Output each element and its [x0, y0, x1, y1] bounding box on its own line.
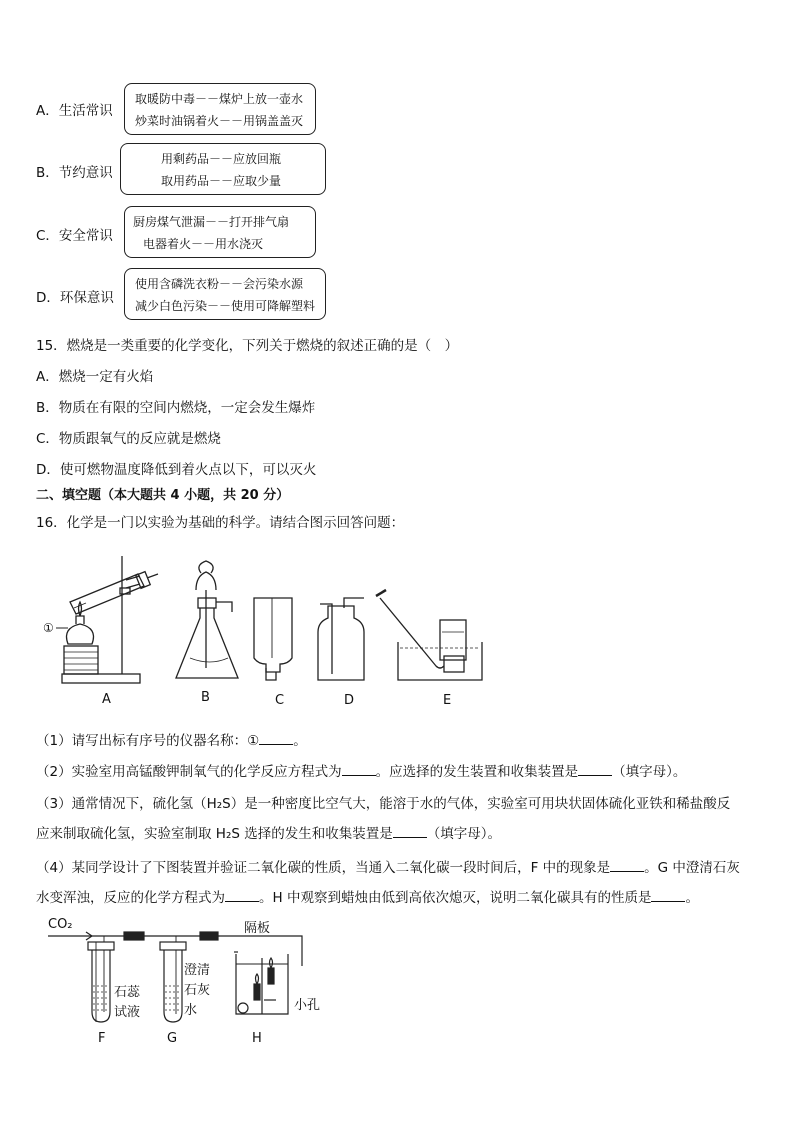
- q16-part-2: [36, 760, 686, 780]
- q16-part-4-text-b: 。G 中澄清石灰: [644, 860, 740, 876]
- q16-part-2-text-a: （2）实验室用高锰酸钾制氧气的化学反应方程式为: [36, 764, 342, 780]
- label-e: E: [443, 693, 452, 708]
- answer-blank[interactable]: [578, 763, 612, 776]
- option-b-line-1: 用剩药品－－应放回瓶: [161, 152, 282, 166]
- test-tube-f: [88, 936, 114, 1022]
- beaker-h: [234, 952, 288, 1014]
- label-d: D: [344, 693, 355, 708]
- option-a-line-2: 炒菜时油锅着火－－用锅盖盖灭: [135, 114, 304, 128]
- q16-part-4-text-d: 。H 中观察到蜡烛由低到高依次熄灭，说明二氧化碳具有的性质是: [259, 890, 652, 906]
- label-c: C: [275, 693, 285, 708]
- option-d-line-2: 减少白色污染－－使用可降解塑料: [135, 299, 316, 313]
- apparatus-b: [176, 561, 238, 678]
- label-a: A: [102, 692, 111, 707]
- option-c-line-2: 电器着火－－用水浇灭: [143, 237, 264, 251]
- option-b-line-2: 取用药品－－应取少量: [161, 174, 282, 188]
- q16-part-4-text-a: （4）某同学设计了下图装置并验证二氧化碳的性质，当通入二氧化碳一段时间后，F 中的现象是: [36, 860, 611, 876]
- option-d-box: [124, 268, 326, 320]
- q16-part-4-line-2: [36, 886, 699, 906]
- apparatus-a: [62, 556, 158, 683]
- apparatus-figure: [40, 548, 510, 713]
- q16-part-4-text-e: 。: [685, 890, 699, 906]
- option-d-line-1: 使用含磷洗衣粉－－会污染水源: [135, 277, 304, 291]
- q16-part-2-text-c: （填字母）。: [612, 764, 687, 780]
- label-b: B: [201, 690, 210, 705]
- q16-part-3-text-b: （填字母）。: [426, 826, 501, 842]
- q16-part-3-line-2: [36, 822, 501, 842]
- option-a-box: [124, 83, 316, 135]
- question-15-option-b: B．物质在有限的空间内燃烧，一定会发生爆炸: [36, 400, 316, 416]
- q16-part-4-line-1: [36, 856, 740, 876]
- option-a-label: A．生活常识: [36, 103, 113, 119]
- question-15-option-d: D．使可燃物温度降低到着火点以下，可以灭火: [36, 462, 317, 478]
- q16-part-1: [36, 729, 307, 749]
- option-d-label: D．环保意识: [36, 290, 114, 306]
- question-15-option-a: A．燃烧一定有火焰: [36, 369, 154, 385]
- co2-label: CO₂: [48, 917, 73, 932]
- option-c-line-1: 厨房煤气泄漏－－打开排气扇: [133, 215, 290, 229]
- option-b-box: [120, 143, 326, 195]
- option-c-label: C．安全常识: [36, 228, 113, 244]
- answer-blank[interactable]: [225, 889, 259, 902]
- question-16-stem: 16．化学是一门以实验为基础的科学。请结合图示回答问题：: [36, 515, 405, 531]
- answer-blank[interactable]: [259, 732, 293, 745]
- lime-label-2: 石灰: [184, 983, 211, 998]
- lime-label-1: 澄清: [184, 963, 211, 978]
- partition-label: 隔板: [244, 921, 271, 936]
- label-h: H: [252, 1031, 262, 1046]
- answer-blank[interactable]: [610, 859, 644, 872]
- litmus-label-1: 石蕊: [114, 985, 141, 1000]
- label-f: F: [98, 1031, 106, 1046]
- apparatus-c: [254, 598, 292, 680]
- q16-part-3-text-a: 应来制取硫化氢，实验室制取 H₂S 选择的发生和收集装置是: [36, 826, 393, 842]
- q16-part-1-end: 。: [293, 733, 307, 749]
- apparatus-e: [376, 590, 482, 680]
- question-15-option-c: C．物质跟氧气的反应就是燃烧: [36, 431, 221, 447]
- answer-blank[interactable]: [342, 763, 376, 776]
- q16-part-2-text-b: 。应选择的发生装置和收集装置是: [375, 764, 579, 780]
- co2-experiment-figure: [40, 912, 340, 1052]
- lime-label-3: 水: [184, 1003, 198, 1018]
- question-15-stem: 15．燃烧是一类重要的化学变化，下列关于燃烧的叙述正确的是（ ）: [36, 338, 459, 354]
- hole-label: 小孔: [294, 998, 321, 1013]
- q16-part-3-line-1: （3）通常情况下，硫化氢（H₂S）是一种密度比空气大，能溶于水的气体，实验室可用块状固体硫化亚铁和稀盐酸反: [36, 796, 731, 812]
- q16-part-1-text: （1）请写出标有序号的仪器名称：①: [36, 733, 260, 749]
- option-b-label: B．节约意识: [36, 165, 113, 181]
- answer-blank[interactable]: [393, 825, 427, 838]
- label-g: G: [167, 1031, 178, 1046]
- apparatus-d: [318, 598, 364, 680]
- marker-circle-1: ①: [43, 621, 54, 635]
- section-2-heading: 二、填空题（本大题共 4 小题，共 20 分）: [36, 488, 290, 503]
- test-tube-g: [160, 936, 186, 1022]
- litmus-label-2: 试液: [114, 1005, 141, 1020]
- option-a-line-1: 取暖防中毒－－煤炉上放一壶水: [135, 92, 304, 106]
- answer-blank[interactable]: [651, 889, 685, 902]
- q16-part-4-text-c: 水变浑浊，反应的化学方程式为: [36, 890, 225, 906]
- option-c-box: [124, 206, 316, 258]
